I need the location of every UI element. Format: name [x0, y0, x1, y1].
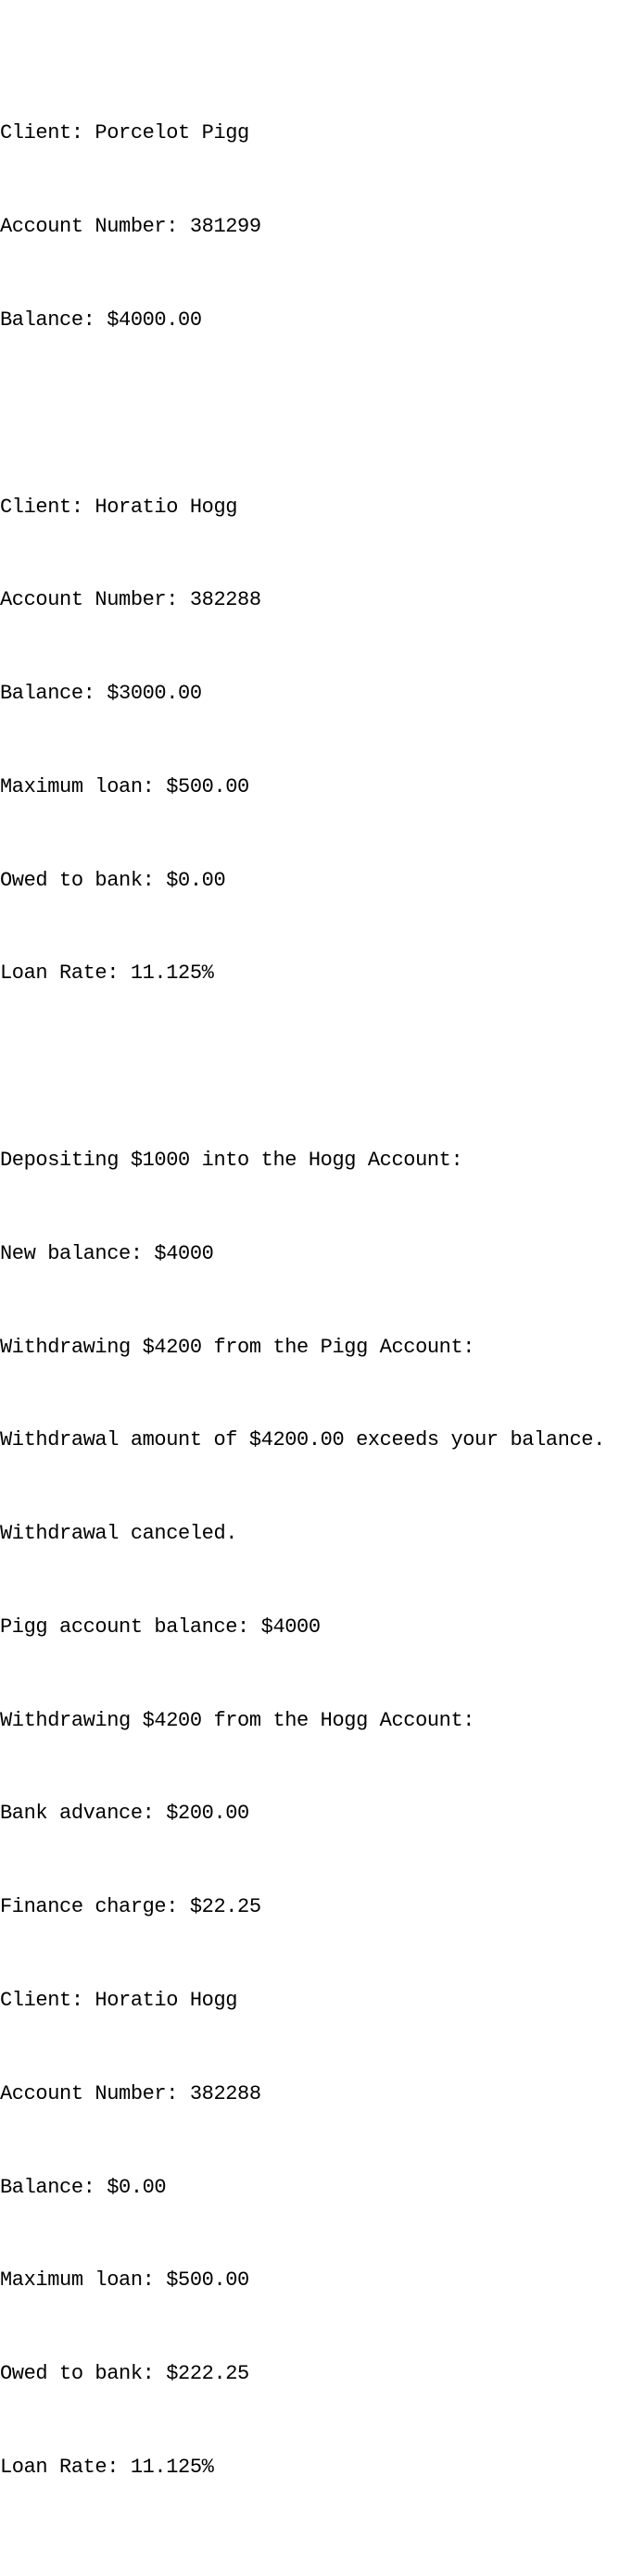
console-blank-line [0, 1051, 619, 1083]
console-line: Withdrawal amount of $4200.00 exceeds your balance. [0, 1428, 605, 1452]
console-line: Loan Rate: 11.125% [0, 2455, 214, 2479]
console-line: Maximum loan: $500.00 [0, 2268, 249, 2293]
console-line: Withdrawing $4200 from the Hogg Account: [0, 1708, 475, 1732]
console-line: New balance: $4000 [0, 1241, 214, 1265]
console-line: Owed to bank: $0.00 [0, 868, 226, 892]
console-line: Client: Horatio Hogg [0, 495, 238, 519]
console-line: Account Number: 381299 [0, 215, 261, 239]
console-line: Account Number: 382288 [0, 2081, 261, 2105]
console-line: Client: Horatio Hogg [0, 1989, 238, 2012]
console-line: Finance charge: $22.25 [0, 1895, 261, 1919]
console-blank-line [0, 398, 619, 430]
console-line: Balance: $0.00 [0, 2175, 167, 2199]
console-line: Account Number: 382288 [0, 588, 261, 612]
console-line: Depositing $1000 into the Hogg Account: [0, 1148, 463, 1172]
console-line: Bank advance: $200.00 [0, 1802, 249, 1826]
console-line: Loan Rate: 11.125% [0, 961, 214, 986]
console-line: Withdrawal canceled. [0, 1522, 238, 1546]
console-line: Withdrawing $4200 from the Pigg Account: [0, 1335, 475, 1359]
console-line: Owed to bank: $222.25 [0, 2362, 249, 2386]
console-line: Pigg account balance: $4000 [0, 1615, 321, 1639]
console-line: Maximum loan: $500.00 [0, 774, 249, 798]
console-text-block [0, 56, 619, 2545]
console-line: Balance: $4000.00 [0, 308, 202, 332]
console-line: Client: Porcelot Pigg [0, 121, 249, 145]
console-line: Balance: $3000.00 [0, 682, 202, 706]
